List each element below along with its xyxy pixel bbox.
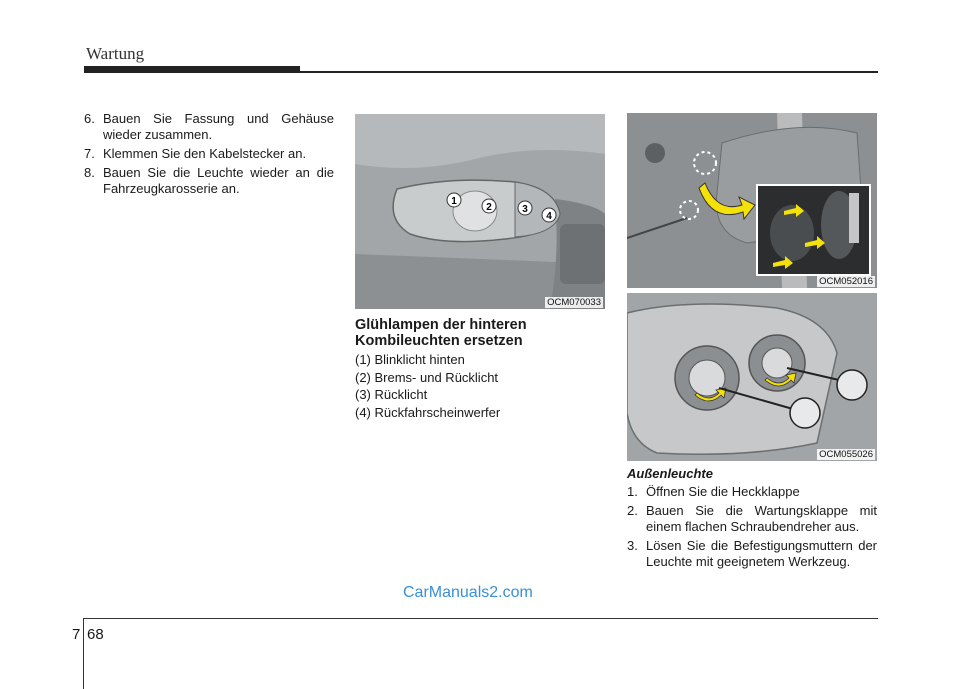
bulb-marker-1 xyxy=(447,193,461,207)
bulb-marker-label: 2 xyxy=(486,202,492,213)
step-number: 6. xyxy=(84,111,95,126)
bulb-marker-4 xyxy=(542,208,556,222)
step-item xyxy=(627,503,877,535)
parts-item: (1) Blinklicht hinten xyxy=(355,352,465,367)
heading-line: Kombileuchten ersetzen xyxy=(355,333,523,349)
step-text: Bauen Sie die Wartungsklappe mit einem flachen Schraubendreher aus. xyxy=(646,503,877,534)
figure-caption: OCM055026 xyxy=(819,449,873,460)
step-number: 3. xyxy=(627,538,638,553)
lamp-housing-figure xyxy=(627,293,877,461)
step-number: 8. xyxy=(84,165,95,180)
reassembly-steps xyxy=(84,111,334,200)
parts-item: (3) Rücklicht xyxy=(355,387,428,402)
bulb-marker-3 xyxy=(518,201,532,215)
footer-divider xyxy=(83,618,84,689)
figure-caption: OCM070033 xyxy=(547,297,601,308)
rear-light-figure xyxy=(355,114,605,309)
step-text: Öffnen Sie die Heckklappe xyxy=(646,484,800,499)
step-number: 2. xyxy=(627,503,638,518)
section-heading xyxy=(355,317,605,349)
removal-steps xyxy=(627,484,877,573)
step-item xyxy=(627,484,877,500)
rear-light-illustration xyxy=(355,114,605,309)
bulb-marker-label: 3 xyxy=(522,204,528,215)
step-text: Lösen Sie die Befestigungsmuttern der Leuchte mit geeignetem Werkzeug. xyxy=(646,538,877,569)
step-text: Klemmen Sie den Kabelstecker an. xyxy=(103,146,307,161)
bulb-marker-2 xyxy=(482,199,496,213)
exterior-light-subheading: Außenleuchte xyxy=(627,466,713,481)
figure-caption: OCM052016 xyxy=(819,276,873,287)
step-item xyxy=(84,165,334,197)
step-text: Bauen Sie Fassung und Gehäuse wieder zusammen. xyxy=(103,111,334,142)
parts-item: (4) Rückfahrscheinwerfer xyxy=(355,404,501,420)
header-rule xyxy=(84,71,878,73)
step-item xyxy=(627,538,877,570)
step-text: Bauen Sie die Leuchte wieder an die Fahrzeugkarosserie an. xyxy=(103,165,334,196)
step-item xyxy=(84,146,334,162)
bulb-marker-label: 1 xyxy=(451,196,457,207)
step-item xyxy=(84,111,334,143)
service-cover-figure xyxy=(627,113,877,288)
service-cover-illustration xyxy=(627,113,877,288)
footer-rule xyxy=(84,618,878,619)
section-title: Wartung xyxy=(86,44,145,63)
heading-line: Glühlampen der hinteren xyxy=(355,317,527,333)
parts-item: (2) Brems- und Rücklicht xyxy=(355,369,499,385)
lamp-housing-illustration xyxy=(627,293,877,461)
page-number: 68 xyxy=(87,626,104,643)
watermark-link[interactable]: CarManuals2.com xyxy=(403,584,533,601)
bulb-marker-label: 4 xyxy=(546,211,552,222)
step-number: 7. xyxy=(84,146,95,161)
bulb-parts-list xyxy=(355,351,605,421)
step-number: 1. xyxy=(627,484,638,499)
chapter-number: 7 xyxy=(72,626,81,643)
